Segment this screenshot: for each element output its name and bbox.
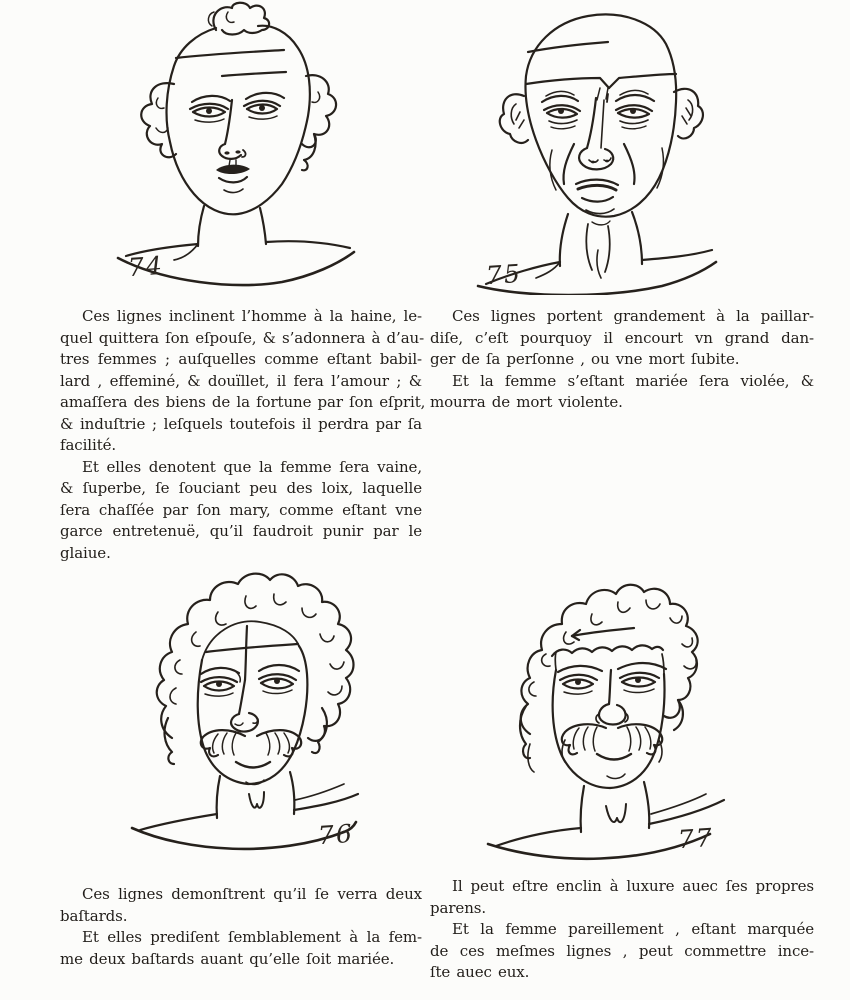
- nose-77: [596, 704, 628, 725]
- paragraph: [430, 919, 814, 984]
- text-line: glaiue.: [60, 543, 111, 562]
- text-line: lard , effeminé, & douïllet, il fera l’amour ; &: [60, 371, 422, 390]
- hair-77: [520, 585, 698, 772]
- paragraph: [60, 927, 422, 970]
- forehead-lines-74: [176, 50, 286, 76]
- caption-figure-76: [60, 884, 422, 970]
- text-line: ger de ſa perſonne , ou vne mort ſubite.: [430, 350, 740, 368]
- figure-74-engraving: [100, 0, 380, 292]
- text-line: mourra de mort violente.: [430, 393, 623, 411]
- text-line: Et elles denotent que la femme ſera vaine,: [82, 457, 422, 476]
- text-line: & induſtrie ; leſquels toutefois il perdra par ſa: [60, 414, 422, 433]
- forehead-lines-77: [552, 628, 663, 656]
- figure-77-engraving: [466, 566, 771, 861]
- figure-74: [100, 0, 380, 292]
- face-outline-74: [167, 26, 310, 215]
- brows-75: [542, 88, 654, 102]
- caption-figure-74: [60, 306, 426, 564]
- hair-tuft-74: [208, 3, 269, 35]
- text-line: me deux baſtards auant qu’elle ſoit mariée.: [60, 949, 395, 968]
- mouth-77: [597, 754, 631, 778]
- text-line: Et la femme pareillement , eſtant marquée: [452, 920, 814, 938]
- figure-76-number: 76: [317, 818, 355, 851]
- paragraph: [60, 884, 422, 927]
- mouth-75: [576, 180, 618, 225]
- mustache-77: [562, 724, 662, 762]
- text-line: amaſſera des biens de la fortune par ſon eſprit,: [60, 393, 426, 411]
- caption-figure-77: [430, 876, 814, 984]
- text-line: tres femmes ; auſquelles comme eſtant babil-: [60, 350, 422, 368]
- eyes-76: [201, 674, 296, 696]
- figure-77-number: 77: [677, 822, 715, 855]
- text-line: Et elles prediſent ſemblablement à la fem-: [82, 928, 422, 946]
- text-line: baſtards.: [60, 906, 128, 925]
- text-line: Il peut eſtre enclin à luxure auec ſes propres: [452, 877, 814, 895]
- paragraph: [430, 876, 814, 919]
- figure-75-number: 75: [485, 258, 523, 291]
- figure-74-number: 74: [127, 250, 165, 283]
- paragraph: [430, 306, 814, 371]
- hair-76: [157, 574, 354, 764]
- text-line: quel quittera ſon eſpouſe, & s’adonnera à d’au-: [60, 328, 425, 347]
- text-line: facilité.: [60, 436, 117, 454]
- text-line: Ces lignes demonſtrent qu’il ſe verra deux: [82, 885, 422, 903]
- text-line: parens.: [430, 898, 487, 917]
- forehead-lines-75: [526, 42, 676, 102]
- paragraph: [430, 371, 814, 414]
- figure-76: [106, 568, 411, 860]
- figure-75: [458, 0, 758, 295]
- mustache-76: [201, 730, 301, 756]
- nose-76: [231, 680, 258, 732]
- text-line: garce entretenuë, qu’il faudroit punir par le: [60, 522, 422, 540]
- nose-74: [219, 100, 245, 159]
- text-line: Et la femme s’eſtant mariée ſera violée, &: [452, 371, 814, 390]
- text-line: & ſuperbe, ſe ſouciant peu des loix, laquelle: [60, 479, 422, 497]
- text-line: Ces lignes portent grandement à la paillar-: [452, 307, 814, 325]
- caption-figure-75: [430, 306, 814, 414]
- text-line: Ces lignes inclinent l’homme à la haine, le-: [82, 307, 422, 325]
- figure-77: [466, 566, 771, 861]
- hairline-76: [202, 621, 299, 660]
- text-line: diſe, c’eſt pourquoy il encourt vn grand dan-: [430, 328, 814, 347]
- paragraph: [60, 457, 422, 565]
- figure-75-engraving: [458, 0, 758, 295]
- eyes-74: [190, 93, 284, 122]
- figure-76-engraving: [106, 568, 411, 860]
- paragraph: [60, 306, 426, 457]
- nose-75: [579, 98, 613, 169]
- text-line: de ces meſmes lignes , peut commettre ince-: [430, 941, 814, 960]
- text-line: ſera chaſſée par ſon mary, comme eſtant vne: [60, 500, 422, 519]
- text-line: ſte auec eux.: [430, 963, 530, 981]
- forehead-cross-76: [206, 626, 298, 680]
